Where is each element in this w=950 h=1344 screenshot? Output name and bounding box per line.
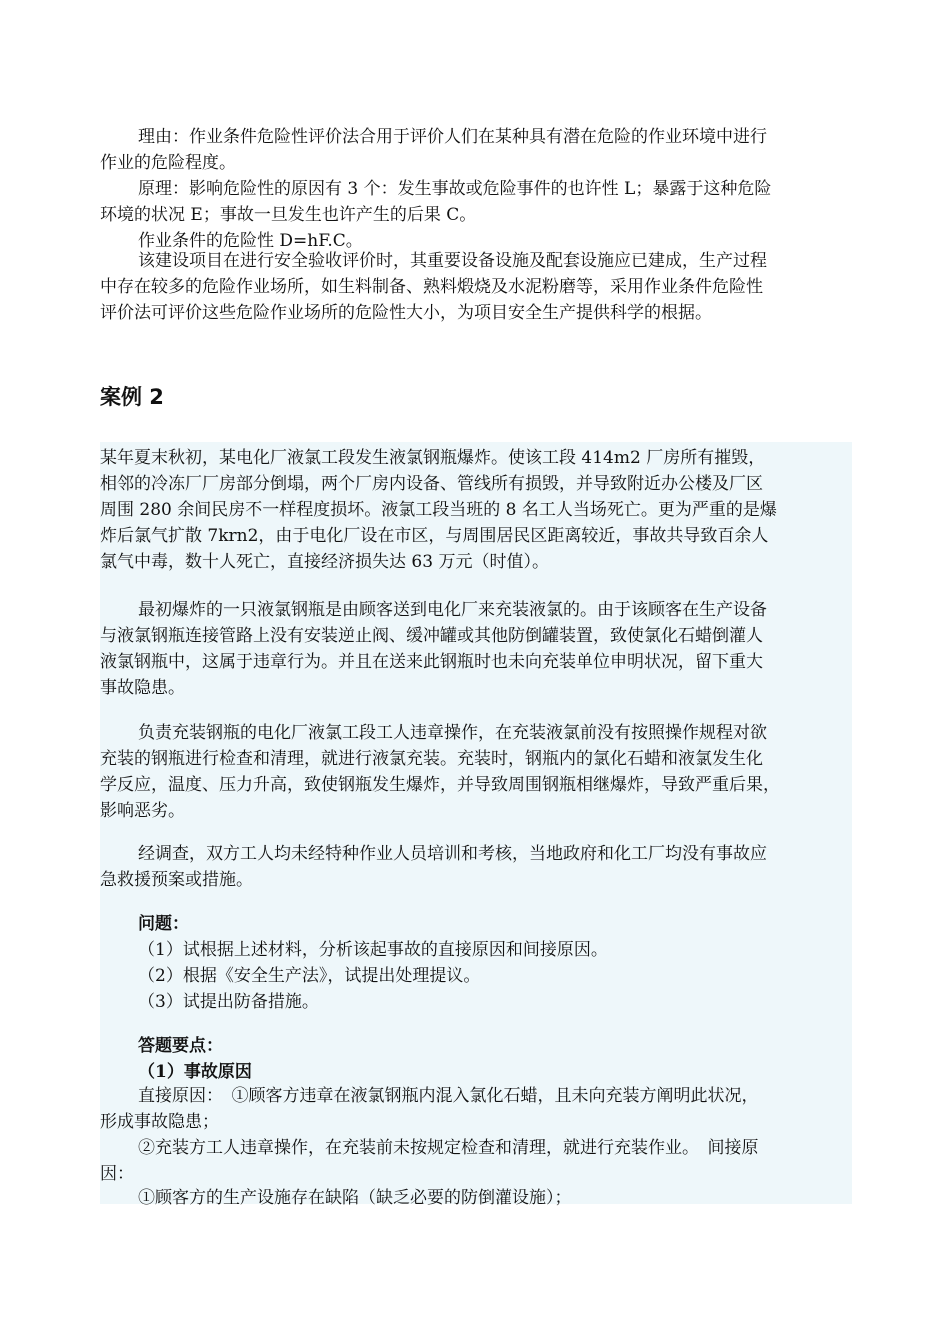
intro-line: 该建设项目在进行安全验收评价时，其重要设备设施及配套设施应已建成，生产过程 — [138, 251, 767, 271]
case-p2-line: 最初爆炸的一只液氯钢瓶是由顾客送到电化厂来充装液氯的。由于该顾客在生产设备 — [138, 600, 767, 620]
intro-line: 原理：影响危险性的原因有 3 个：发生事故或危险事件的也许性 L；暴露于这种危险 — [138, 179, 772, 199]
case-p1-line: 某年夏末秋初，某电化厂液氯工段发生液氯钢瓶爆炸。使该工段 414m2 厂房所有摧毁， — [100, 448, 766, 468]
case-p2-line: 与液氯钢瓶连接管路上没有安装逆止阀、缓冲罐或其他防倒罐装置，致使氯化石蜡倒灌人 — [100, 626, 763, 646]
case-p4-line: 急救援预案或措施。 — [100, 870, 253, 890]
case-p3-line: 学反应，温度、压力升高，致使钢瓶发生爆炸，并导致周围钢瓶相继爆炸，导致严重后果， — [100, 775, 780, 795]
answers-subtitle: （1）事故原因 — [138, 1062, 252, 1082]
intro-line: 中存在较多的危险作业场所，如生料制备、熟料煅烧及水泥粉磨等，采用作业条件危险性 — [100, 277, 763, 297]
answer-line: ①顾客方的生产设施存在缺陷（缺乏必要的防倒灌设施）； — [138, 1188, 572, 1208]
question-item: （1）试根据上述材料，分析该起事故的直接原因和间接原因。 — [138, 940, 608, 960]
answers-title: 答题要点： — [138, 1036, 223, 1056]
case-p3-line: 充装的钢瓶进行检查和清理，就进行液氯充装。充装时，钢瓶内的氯化石蜡和液氯发生化 — [100, 749, 763, 769]
intro-line: 作业的危险程度。 — [100, 153, 236, 173]
case-heading: 案例 2 — [100, 385, 164, 409]
case-p4-line: 经调查，双方工人均未经特种作业人员培训和考核，当地政府和化工厂均没有事故应 — [138, 844, 767, 864]
intro-line: 理由：作业条件危险性评价法合用于评价人们在某种具有潜在危险的作业环境中进行 — [138, 127, 767, 147]
question-item: （3）试提出防备措施。 — [138, 992, 319, 1012]
question-item: （2）根据《安全生产法》，试提出处理提议。 — [138, 966, 481, 986]
case-p1-line: 炸后氯气扩散 7krn2，由于电化厂设在市区，与周围居民区距离较近，事故共导致百余人 — [100, 526, 769, 546]
answer-line: 形成事故隐患； — [100, 1112, 219, 1132]
intro-line: 作业条件的危险性 D=hF.C。 — [138, 231, 363, 251]
case-p2-line: 液氯钢瓶中，这属于违章行为。并且在送来此钢瓶时也未向充装单位申明状况，留下重大 — [100, 652, 763, 672]
intro-line: 评价法可评价这些危险作业场所的危险性大小，为项目安全生产提供科学的根据。 — [100, 303, 712, 323]
answer-line: 直接原因： ①顾客方违章在液氯钢瓶内混入氯化石蜡，且未向充装方阐明此状况， — [138, 1086, 759, 1106]
questions-title: 问题： — [138, 914, 189, 934]
answer-line: ②充装方工人违章操作，在充装前未按规定检查和清理，就进行充装作业。 间接原 — [138, 1138, 759, 1158]
case-p3-line: 影响恶劣。 — [100, 801, 185, 821]
case-p1-line: 氯气中毒，数十人死亡，直接经济损失达 63 万元（时值）。 — [100, 552, 549, 572]
case-p2-line: 事故隐患。 — [100, 678, 185, 698]
case-p1-line: 相邻的冷冻厂厂房部分倒塌，两个厂房内设备、管线所有损毁，并导致附近办公楼及厂区 — [100, 474, 763, 494]
answer-line: 因： — [100, 1164, 134, 1184]
case-p1-line: 周围 280 余间民房不一样程度损坏。液氯工段当班的 8 名工人当场死亡。更为严重的是爆 — [100, 500, 777, 520]
intro-line: 环境的状况 E；事故一旦发生也许产生的后果 C。 — [100, 205, 477, 225]
case-p3-line: 负责充装钢瓶的电化厂液氯工段工人违章操作，在充装液氯前没有按照操作规程对欲 — [138, 723, 767, 743]
